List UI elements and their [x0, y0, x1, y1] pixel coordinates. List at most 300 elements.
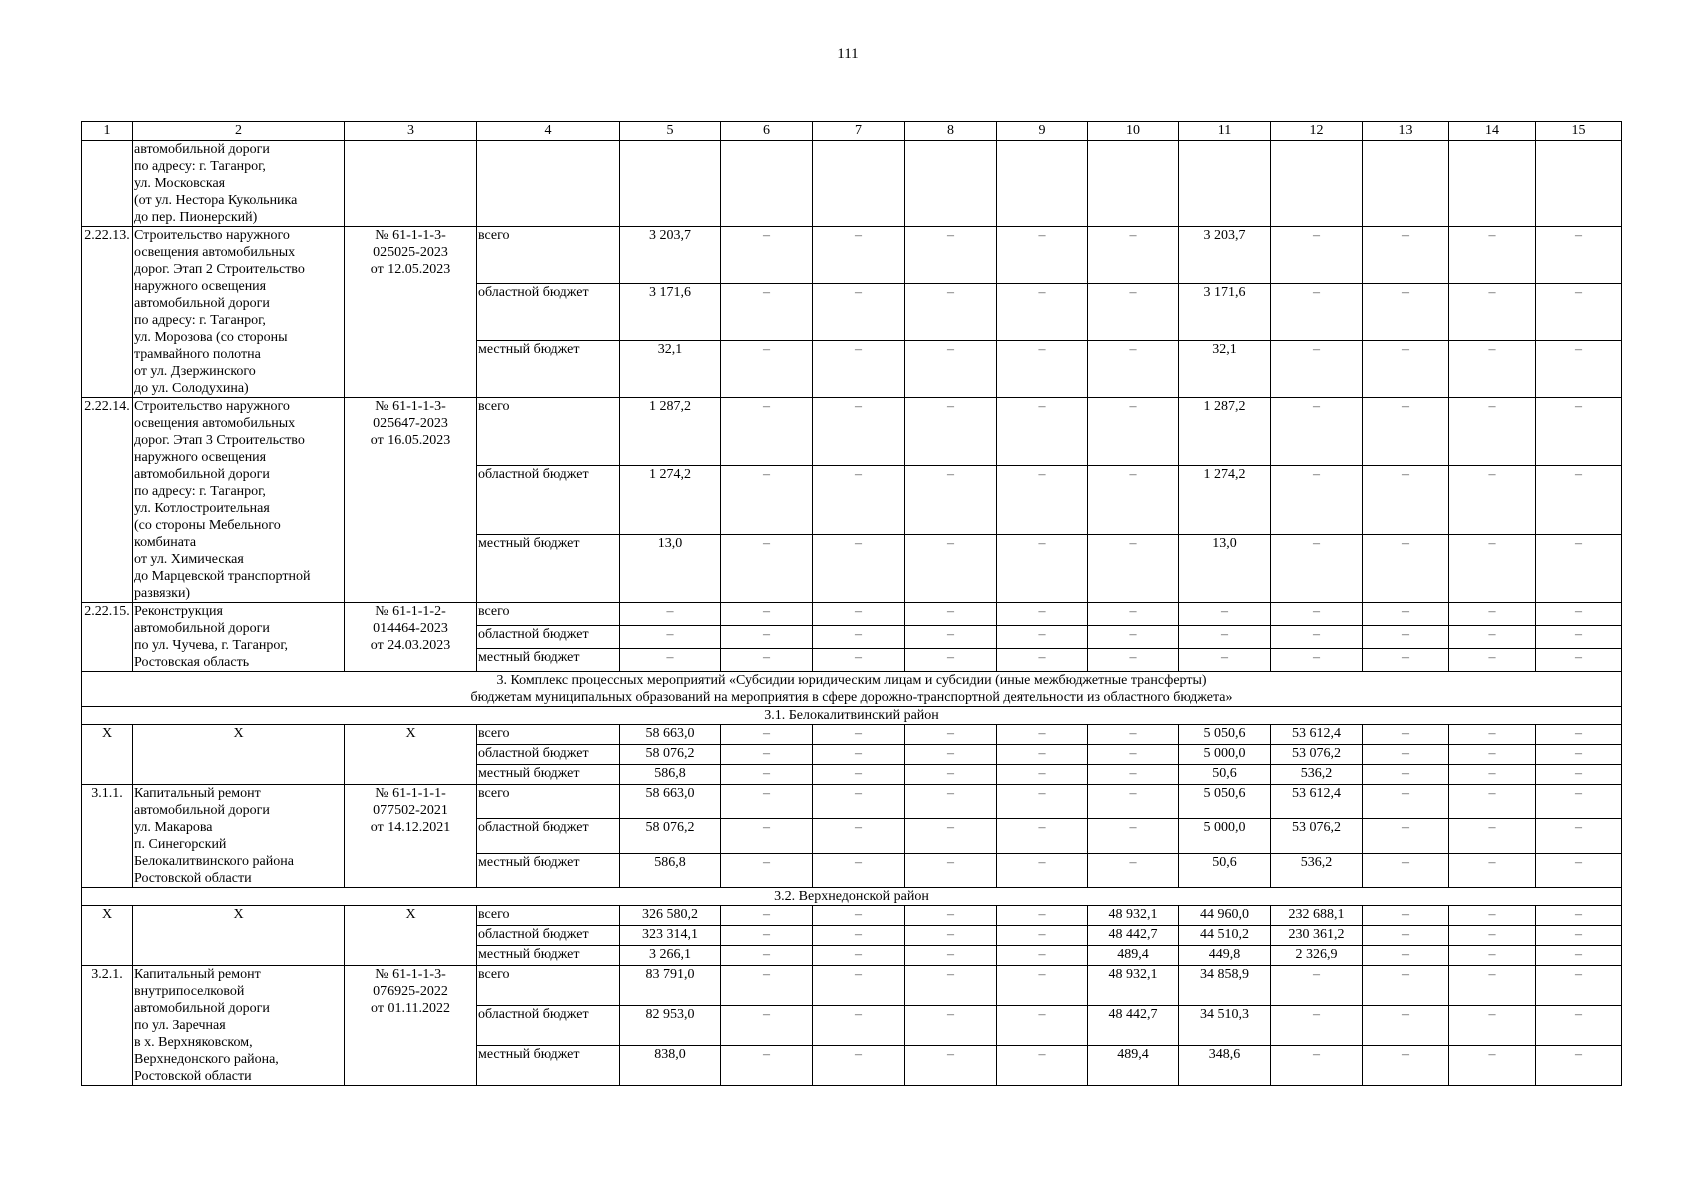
value-cell: 3 203,7 — [1179, 227, 1271, 284]
value-cell: – — [1088, 853, 1179, 887]
value-cell: 53 076,2 — [1271, 819, 1363, 853]
column-header-3: 3 — [345, 122, 477, 141]
value-cell: – — [721, 284, 813, 341]
row-document: № 61-1-1-1- 077502-2021 от 14.12.2021 — [345, 785, 477, 888]
value-cell: – — [1363, 819, 1449, 853]
value-cell: – — [1536, 603, 1622, 626]
value-cell: – — [1449, 906, 1536, 926]
value-cell: – — [813, 227, 905, 284]
value-cell: 326 580,2 — [620, 906, 721, 926]
value-cell: – — [1449, 534, 1536, 602]
value-cell: 34 858,9 — [1179, 966, 1271, 1006]
value-cell: – — [1363, 725, 1449, 745]
value-cell: 348,6 — [1179, 1046, 1271, 1086]
value-cell: – — [813, 534, 905, 602]
value-cell: – — [905, 649, 997, 672]
value-cell: – — [905, 626, 997, 649]
value-cell: – — [997, 603, 1088, 626]
value-cell: – — [1088, 626, 1179, 649]
value-cell: – — [1363, 227, 1449, 284]
value-cell: – — [813, 906, 905, 926]
funding-source: местный бюджет — [477, 649, 620, 672]
value-cell: – — [1363, 649, 1449, 672]
value-cell: 3 266,1 — [620, 946, 721, 966]
value-cell: – — [721, 725, 813, 745]
value-cell: – — [1088, 819, 1179, 853]
value-cell: – — [813, 1006, 905, 1046]
value-cell: 58 663,0 — [620, 785, 721, 819]
value-cell: 50,6 — [1179, 853, 1271, 887]
value-cell: – — [813, 819, 905, 853]
value-cell: – — [813, 466, 905, 534]
value-cell: 5 000,0 — [1179, 745, 1271, 765]
value-cell: – — [1449, 946, 1536, 966]
column-header-13: 13 — [1363, 122, 1449, 141]
row-number: 3.2.1. — [82, 966, 133, 1086]
value-cell: – — [1363, 946, 1449, 966]
empty-cell — [477, 141, 620, 227]
value-cell: – — [1088, 765, 1179, 785]
funding-source: местный бюджет — [477, 765, 620, 785]
funding-source: областной бюджет — [477, 1006, 620, 1046]
value-cell: – — [813, 626, 905, 649]
value-cell: – — [1536, 227, 1622, 284]
empty-cell — [1536, 141, 1622, 227]
value-cell: – — [997, 745, 1088, 765]
value-cell: 2 326,9 — [1271, 946, 1363, 966]
value-cell: – — [813, 946, 905, 966]
value-cell: – — [905, 603, 997, 626]
value-cell: – — [1271, 284, 1363, 341]
header-row — [82, 122, 1622, 141]
value-cell: – — [1363, 966, 1449, 1006]
value-cell: – — [1363, 534, 1449, 602]
value-cell: – — [1271, 534, 1363, 602]
funding-source: областной бюджет — [477, 926, 620, 946]
value-cell: – — [997, 649, 1088, 672]
column-header-14: 14 — [1449, 122, 1536, 141]
section-heading: 3.2. Верхнедонской район — [82, 888, 1622, 906]
value-cell: – — [905, 534, 997, 602]
value-cell: 1 287,2 — [1179, 398, 1271, 466]
value-cell: – — [1449, 603, 1536, 626]
row-description: автомобильной дороги по адресу: г. Таганрог, ул. Московская (от ул. Нестора Кукольника до пер. Пионерский) — [133, 141, 345, 227]
value-cell: – — [1449, 966, 1536, 1006]
value-cell: 5 000,0 — [1179, 819, 1271, 853]
value-cell: – — [1536, 819, 1622, 853]
value-cell: – — [1449, 745, 1536, 765]
value-cell: – — [1088, 466, 1179, 534]
value-cell: 1 274,2 — [1179, 466, 1271, 534]
value-cell: 3 171,6 — [1179, 284, 1271, 341]
value-cell: – — [1363, 603, 1449, 626]
value-cell: – — [1088, 534, 1179, 602]
value-cell: – — [721, 649, 813, 672]
value-cell: – — [1363, 1046, 1449, 1086]
value-cell: – — [721, 466, 813, 534]
value-cell: – — [1449, 227, 1536, 284]
value-cell: – — [1363, 765, 1449, 785]
value-cell: – — [721, 626, 813, 649]
value-cell: – — [997, 1046, 1088, 1086]
value-cell: – — [997, 341, 1088, 398]
value-cell: – — [1536, 466, 1622, 534]
value-cell: – — [1088, 284, 1179, 341]
funding-source: всего — [477, 966, 620, 1006]
column-header-10: 10 — [1088, 122, 1179, 141]
empty-cell — [1271, 141, 1363, 227]
value-cell: – — [813, 398, 905, 466]
value-cell: 58 663,0 — [620, 725, 721, 745]
value-cell: 5 050,6 — [1179, 725, 1271, 745]
empty-cell — [997, 141, 1088, 227]
funding-source: всего — [477, 227, 620, 284]
value-cell: – — [905, 1046, 997, 1086]
column-header-4: 4 — [477, 122, 620, 141]
table-row — [82, 785, 1622, 819]
value-cell: – — [721, 745, 813, 765]
value-cell: – — [1536, 926, 1622, 946]
column-header-1: 1 — [82, 122, 133, 141]
value-cell: – — [1088, 785, 1179, 819]
table-row — [82, 141, 1622, 227]
table-row — [82, 906, 1622, 926]
row-description: Капитальный ремонт внутрипоселковой автомобильной дороги по ул. Заречная в х. Верхняковском, Верхнедонского района, Ростовской области — [133, 966, 345, 1086]
value-cell: 1 287,2 — [620, 398, 721, 466]
value-cell: – — [813, 745, 905, 765]
value-cell: 323 314,1 — [620, 926, 721, 946]
empty-cell — [1449, 141, 1536, 227]
value-cell: – — [813, 649, 905, 672]
value-cell: – — [1271, 626, 1363, 649]
funding-source: областной бюджет — [477, 284, 620, 341]
value-cell: – — [905, 284, 997, 341]
value-cell: – — [1449, 1006, 1536, 1046]
value-cell: – — [1088, 603, 1179, 626]
value-cell: – — [1536, 765, 1622, 785]
value-cell: 3 171,6 — [620, 284, 721, 341]
table-row — [82, 227, 1622, 284]
empty-cell — [345, 141, 477, 227]
empty-cell — [905, 141, 997, 227]
value-cell: – — [813, 765, 905, 785]
value-cell: – — [1536, 946, 1622, 966]
value-cell: – — [997, 398, 1088, 466]
empty-cell — [721, 141, 813, 227]
value-cell: – — [1179, 626, 1271, 649]
value-cell: – — [997, 785, 1088, 819]
value-cell: – — [1363, 906, 1449, 926]
value-cell: – — [1536, 906, 1622, 926]
funding-source: областной бюджет — [477, 819, 620, 853]
column-header-12: 12 — [1271, 122, 1363, 141]
value-cell: – — [1363, 398, 1449, 466]
funding-source: всего — [477, 785, 620, 819]
value-cell: – — [1449, 398, 1536, 466]
column-header-9: 9 — [997, 122, 1088, 141]
value-cell: – — [997, 725, 1088, 745]
value-cell: – — [905, 966, 997, 1006]
funding-source: областной бюджет — [477, 466, 620, 534]
value-cell: – — [1449, 626, 1536, 649]
row-description: Капитальный ремонт автомобильной дороги ул. Макарова п. Синегорский Белокалитвинского района Ростовской области — [133, 785, 345, 888]
value-cell: – — [1271, 341, 1363, 398]
value-cell: – — [997, 284, 1088, 341]
value-cell: – — [1363, 745, 1449, 765]
row-document: № 61-1-1-3- 025647-2023 от 16.05.2023 — [345, 398, 477, 603]
value-cell: – — [905, 466, 997, 534]
value-cell: – — [813, 785, 905, 819]
value-cell: – — [1088, 341, 1179, 398]
value-cell: – — [1088, 745, 1179, 765]
value-cell: – — [1088, 649, 1179, 672]
value-cell: – — [1088, 725, 1179, 745]
value-cell: 44 960,0 — [1179, 906, 1271, 926]
value-cell: – — [905, 398, 997, 466]
value-cell: – — [721, 906, 813, 926]
row-description: Х — [133, 725, 345, 785]
row-number — [82, 141, 133, 227]
value-cell: – — [1536, 398, 1622, 466]
value-cell: – — [905, 341, 997, 398]
value-cell: – — [997, 1006, 1088, 1046]
value-cell: 83 791,0 — [620, 966, 721, 1006]
value-cell: 13,0 — [1179, 534, 1271, 602]
value-cell: – — [1449, 341, 1536, 398]
value-cell: – — [721, 1006, 813, 1046]
value-cell: – — [1536, 745, 1622, 765]
value-cell: – — [1536, 785, 1622, 819]
column-header-6: 6 — [721, 122, 813, 141]
value-cell: – — [1449, 284, 1536, 341]
value-cell: – — [1179, 603, 1271, 626]
section-heading: 3. Комплекс процессных мероприятий «Субсидии юридическим лицам и субсидии (иные межбюджетные трансферты) бюджетам муниципальных образований на мероприятия в сфере дорожно-транспортной деятельности из областного бюджета» — [82, 672, 1622, 707]
funding-source: местный бюджет — [477, 341, 620, 398]
value-cell: 13,0 — [620, 534, 721, 602]
value-cell: – — [905, 785, 997, 819]
value-cell: 34 510,3 — [1179, 1006, 1271, 1046]
value-cell: – — [1536, 1046, 1622, 1086]
funding-source: местный бюджет — [477, 534, 620, 602]
value-cell: 58 076,2 — [620, 819, 721, 853]
value-cell: – — [721, 853, 813, 887]
column-header-15: 15 — [1536, 122, 1622, 141]
value-cell: – — [721, 946, 813, 966]
column-header-8: 8 — [905, 122, 997, 141]
value-cell: – — [813, 853, 905, 887]
row-number: 3.1.1. — [82, 785, 133, 888]
value-cell: 53 076,2 — [1271, 745, 1363, 765]
value-cell: – — [1536, 649, 1622, 672]
table-row — [82, 398, 1622, 466]
funding-source: всего — [477, 906, 620, 926]
row-number: Х — [82, 725, 133, 785]
value-cell: – — [1536, 341, 1622, 398]
funding-source: всего — [477, 725, 620, 745]
funding-source: областной бюджет — [477, 745, 620, 765]
value-cell: – — [1449, 466, 1536, 534]
value-cell: – — [1449, 785, 1536, 819]
funding-source: местный бюджет — [477, 946, 620, 966]
value-cell: 53 612,4 — [1271, 785, 1363, 819]
value-cell: – — [721, 819, 813, 853]
value-cell: – — [1271, 227, 1363, 284]
value-cell: – — [997, 765, 1088, 785]
value-cell: 586,8 — [620, 853, 721, 887]
value-cell: – — [997, 926, 1088, 946]
value-cell: – — [997, 853, 1088, 887]
value-cell: – — [905, 745, 997, 765]
value-cell: – — [813, 725, 905, 745]
value-cell: – — [1088, 227, 1179, 284]
budget-table — [81, 121, 1622, 1086]
value-cell: – — [721, 603, 813, 626]
value-cell: – — [813, 284, 905, 341]
value-cell: – — [1363, 853, 1449, 887]
value-cell: 586,8 — [620, 765, 721, 785]
value-cell: 1 274,2 — [620, 466, 721, 534]
column-header-7: 7 — [813, 122, 905, 141]
value-cell: – — [905, 227, 997, 284]
row-description: Строительство наружного освещения автомобильных дорог. Этап 3 Строительство наружного освещения автомобильной дороги по адресу: г. Таганрог, ул. Котлостроительная (со стороны Мебельного комбината от ул. Химическая до Марцевской транспортной развязки) — [133, 398, 345, 603]
empty-cell — [813, 141, 905, 227]
value-cell: – — [1271, 1006, 1363, 1046]
value-cell: – — [1536, 966, 1622, 1006]
row-document: № 61-1-1-3- 076925-2022 от 01.11.2022 — [345, 966, 477, 1086]
funding-source: местный бюджет — [477, 1046, 620, 1086]
value-cell: – — [905, 946, 997, 966]
table-row — [82, 966, 1622, 1006]
value-cell: – — [1363, 1006, 1449, 1046]
value-cell: 50,6 — [1179, 765, 1271, 785]
value-cell: – — [1271, 649, 1363, 672]
row-number: 2.22.15. — [82, 603, 133, 672]
value-cell: 536,2 — [1271, 765, 1363, 785]
value-cell: 82 953,0 — [620, 1006, 721, 1046]
section-heading: 3.1. Белокалитвинский район — [82, 707, 1622, 725]
value-cell: – — [997, 534, 1088, 602]
value-cell: – — [1449, 853, 1536, 887]
value-cell: – — [1449, 819, 1536, 853]
value-cell: – — [1449, 926, 1536, 946]
value-cell: – — [721, 398, 813, 466]
value-cell: – — [1449, 765, 1536, 785]
empty-cell — [620, 141, 721, 227]
value-cell: – — [721, 765, 813, 785]
value-cell: – — [1536, 626, 1622, 649]
empty-cell — [1088, 141, 1179, 227]
row-description: Х — [133, 906, 345, 966]
section-row — [82, 707, 1622, 725]
row-document: Х — [345, 725, 477, 785]
empty-cell — [1363, 141, 1449, 227]
value-cell: – — [1363, 284, 1449, 341]
value-cell: – — [721, 227, 813, 284]
value-cell: – — [1271, 603, 1363, 626]
value-cell: – — [997, 819, 1088, 853]
value-cell: 53 612,4 — [1271, 725, 1363, 745]
column-header-5: 5 — [620, 122, 721, 141]
value-cell: – — [1536, 1006, 1622, 1046]
empty-cell — [1179, 141, 1271, 227]
row-description: Реконструкция автомобильной дороги по ул. Чучева, г. Таганрог, Ростовская область — [133, 603, 345, 672]
value-cell: – — [905, 926, 997, 946]
value-cell: – — [1449, 1046, 1536, 1086]
value-cell: – — [1363, 341, 1449, 398]
value-cell: – — [905, 1006, 997, 1046]
value-cell: – — [721, 534, 813, 602]
value-cell: – — [721, 966, 813, 1006]
value-cell: – — [1536, 534, 1622, 602]
value-cell: – — [997, 466, 1088, 534]
value-cell: – — [813, 341, 905, 398]
value-cell: 838,0 — [620, 1046, 721, 1086]
value-cell: – — [1088, 398, 1179, 466]
value-cell: – — [721, 1046, 813, 1086]
value-cell: 489,4 — [1088, 1046, 1179, 1086]
value-cell: – — [997, 227, 1088, 284]
row-number: 2.22.13. — [82, 227, 133, 398]
value-cell: – — [620, 626, 721, 649]
funding-source: всего — [477, 398, 620, 466]
value-cell: 32,1 — [1179, 341, 1271, 398]
value-cell: 48 442,7 — [1088, 1006, 1179, 1046]
funding-source: местный бюджет — [477, 853, 620, 887]
column-header-11: 11 — [1179, 122, 1271, 141]
value-cell: – — [997, 626, 1088, 649]
value-cell: – — [813, 926, 905, 946]
value-cell: – — [997, 946, 1088, 966]
value-cell: – — [721, 926, 813, 946]
value-cell: – — [813, 1046, 905, 1086]
value-cell: 5 050,6 — [1179, 785, 1271, 819]
value-cell: – — [721, 785, 813, 819]
value-cell: 32,1 — [620, 341, 721, 398]
table-row — [82, 603, 1622, 626]
value-cell: – — [1271, 398, 1363, 466]
table-row — [82, 725, 1622, 745]
value-cell: – — [1536, 725, 1622, 745]
value-cell: – — [620, 603, 721, 626]
value-cell: 48 932,1 — [1088, 906, 1179, 926]
value-cell: – — [721, 341, 813, 398]
value-cell: 58 076,2 — [620, 745, 721, 765]
row-number: Х — [82, 906, 133, 966]
funding-source: всего — [477, 603, 620, 626]
value-cell: – — [1363, 466, 1449, 534]
value-cell: – — [1271, 966, 1363, 1006]
value-cell: – — [1271, 1046, 1363, 1086]
value-cell: – — [813, 966, 905, 1006]
value-cell: 449,8 — [1179, 946, 1271, 966]
value-cell: – — [905, 765, 997, 785]
page-number: 111 — [837, 46, 859, 62]
row-description: Строительство наружного освещения автомобильных дорог. Этап 2 Строительство наружного освещения автомобильной дороги по адресу: г. Таганрог, ул. Морозова (со стороны трамвайного полотна от ул. Дзержинского до ул. Солодухина) — [133, 227, 345, 398]
row-number: 2.22.14. — [82, 398, 133, 603]
row-document: № 61-1-1-2- 014464-2023 от 24.03.2023 — [345, 603, 477, 672]
value-cell: 44 510,2 — [1179, 926, 1271, 946]
value-cell: – — [905, 819, 997, 853]
value-cell: – — [1363, 926, 1449, 946]
value-cell: – — [997, 906, 1088, 926]
value-cell: 230 361,2 — [1271, 926, 1363, 946]
value-cell: – — [813, 603, 905, 626]
value-cell: – — [1449, 725, 1536, 745]
value-cell: 536,2 — [1271, 853, 1363, 887]
section-row — [82, 672, 1622, 707]
section-row — [82, 888, 1622, 906]
value-cell: 3 203,7 — [620, 227, 721, 284]
